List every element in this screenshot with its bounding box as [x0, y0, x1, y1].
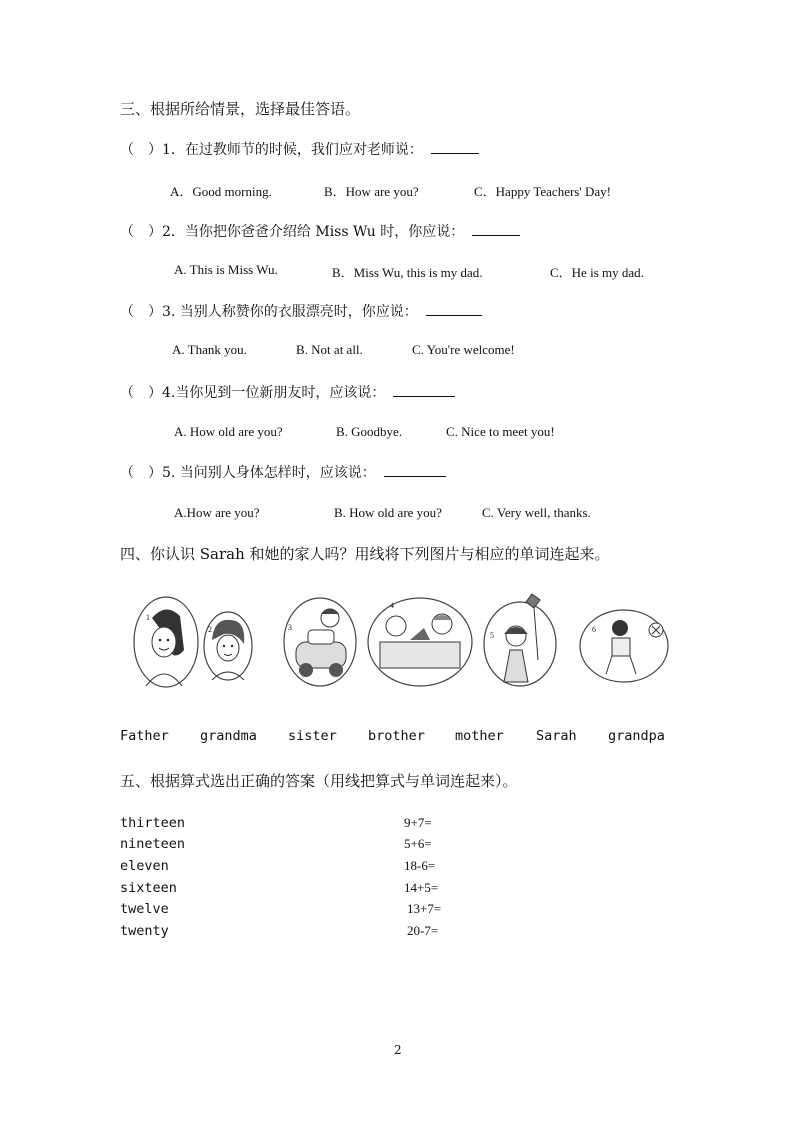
equation[interactable]: 9+7=: [404, 815, 432, 830]
family-pictures: [124, 590, 670, 694]
option: B. Goodbye.: [336, 424, 403, 439]
number-word[interactable]: thirteen: [120, 815, 186, 831]
option: A. Thank you.: [172, 342, 247, 357]
question-5: [120, 462, 446, 482]
answer-bracket: （ ）: [120, 224, 162, 240]
answer-bracket: （ ）: [120, 385, 162, 401]
option: C．He is my dad.: [550, 265, 644, 280]
question-text: 5. 当问别人身体怎样时，应该说：: [162, 465, 376, 481]
section4-heading: 四、你认识 Sarah 和她的家人吗？用线将下列图片与相应的单词连起来。: [120, 545, 610, 563]
option: B. Not at all.: [296, 342, 363, 357]
question-text: 4.当你见到一位新朋友时，应该说：: [162, 385, 386, 401]
option: B．Miss Wu, this is my dad.: [332, 265, 483, 280]
equation[interactable]: 20-7=: [407, 923, 439, 938]
question-1: [120, 139, 479, 159]
option: C. Nice to meet you!: [446, 424, 555, 439]
number-word[interactable]: twenty: [120, 923, 169, 939]
answer-bracket: （ ）: [120, 304, 162, 320]
answer-blank[interactable]: [384, 462, 446, 477]
answer-bracket: （ ）: [120, 465, 162, 481]
picture-number: 4: [390, 601, 394, 610]
option: A. This is Miss Wu.: [174, 262, 278, 277]
option: B．How are you?: [324, 184, 419, 199]
number-word[interactable]: twelve: [120, 901, 169, 917]
question-text: 1．在过教师节的时候，我们应对老师说：: [162, 142, 423, 158]
question-3: [120, 301, 482, 321]
question-text: 2．当你把你爸爸介绍给 Miss Wu 时，你应说：: [162, 224, 465, 240]
picture-number: 6: [592, 625, 596, 634]
answer-bracket: （ ）: [120, 142, 162, 158]
word-mother[interactable]: mother: [455, 728, 504, 744]
number-word[interactable]: nineteen: [120, 836, 186, 852]
word-brother[interactable]: brother: [368, 728, 425, 744]
picture-grandparents[interactable]: [368, 598, 472, 686]
picture-number: 5: [490, 631, 494, 640]
picture-sarah[interactable]: [484, 594, 556, 686]
question-4: [120, 382, 455, 402]
option: A. How old are you?: [174, 424, 283, 439]
equation[interactable]: 18-6=: [404, 858, 436, 873]
option: A．Good morning.: [170, 184, 272, 199]
picture-mother[interactable]: [204, 612, 252, 680]
word-sarah[interactable]: Sarah: [536, 728, 577, 744]
question-2: [120, 221, 520, 241]
word-grandma[interactable]: grandma: [200, 728, 257, 744]
picture-father[interactable]: [284, 598, 356, 686]
answer-blank[interactable]: [393, 382, 455, 397]
number-word[interactable]: sixteen: [120, 880, 177, 896]
answer-blank[interactable]: [426, 301, 482, 316]
section5-heading: 五、根据算式选出正确的答案（用线把算式与单词连起来）。: [120, 772, 518, 790]
answer-blank[interactable]: [431, 139, 479, 154]
equation[interactable]: 14+5=: [404, 880, 439, 895]
answer-blank[interactable]: [472, 221, 520, 236]
picture-number: 3: [288, 623, 292, 632]
word-sister[interactable]: sister: [288, 728, 337, 744]
page-number: 2: [394, 1043, 402, 1057]
word-grandpa[interactable]: grandpa: [608, 728, 665, 744]
option: A.How are you?: [174, 505, 260, 520]
option: C．Happy Teachers' Day!: [474, 184, 611, 199]
question-text: 3. 当别人称赞你的衣服漂亮时，你应说：: [162, 304, 418, 320]
picture-number: 1: [146, 613, 150, 622]
number-word[interactable]: eleven: [120, 858, 169, 874]
option: B. How old are you?: [334, 505, 442, 520]
section3-heading: 三、根据所给情景，选择最佳答语。: [120, 100, 361, 118]
option: C. Very well, thanks.: [482, 505, 591, 520]
picture-sister[interactable]: [134, 597, 198, 687]
word-father[interactable]: Father: [120, 728, 169, 744]
equation[interactable]: 5+6=: [404, 836, 432, 851]
equation[interactable]: 13+7=: [407, 901, 442, 916]
picture-brother[interactable]: [580, 610, 668, 682]
picture-number: 2: [208, 625, 212, 634]
option: C. You're welcome!: [412, 342, 515, 357]
